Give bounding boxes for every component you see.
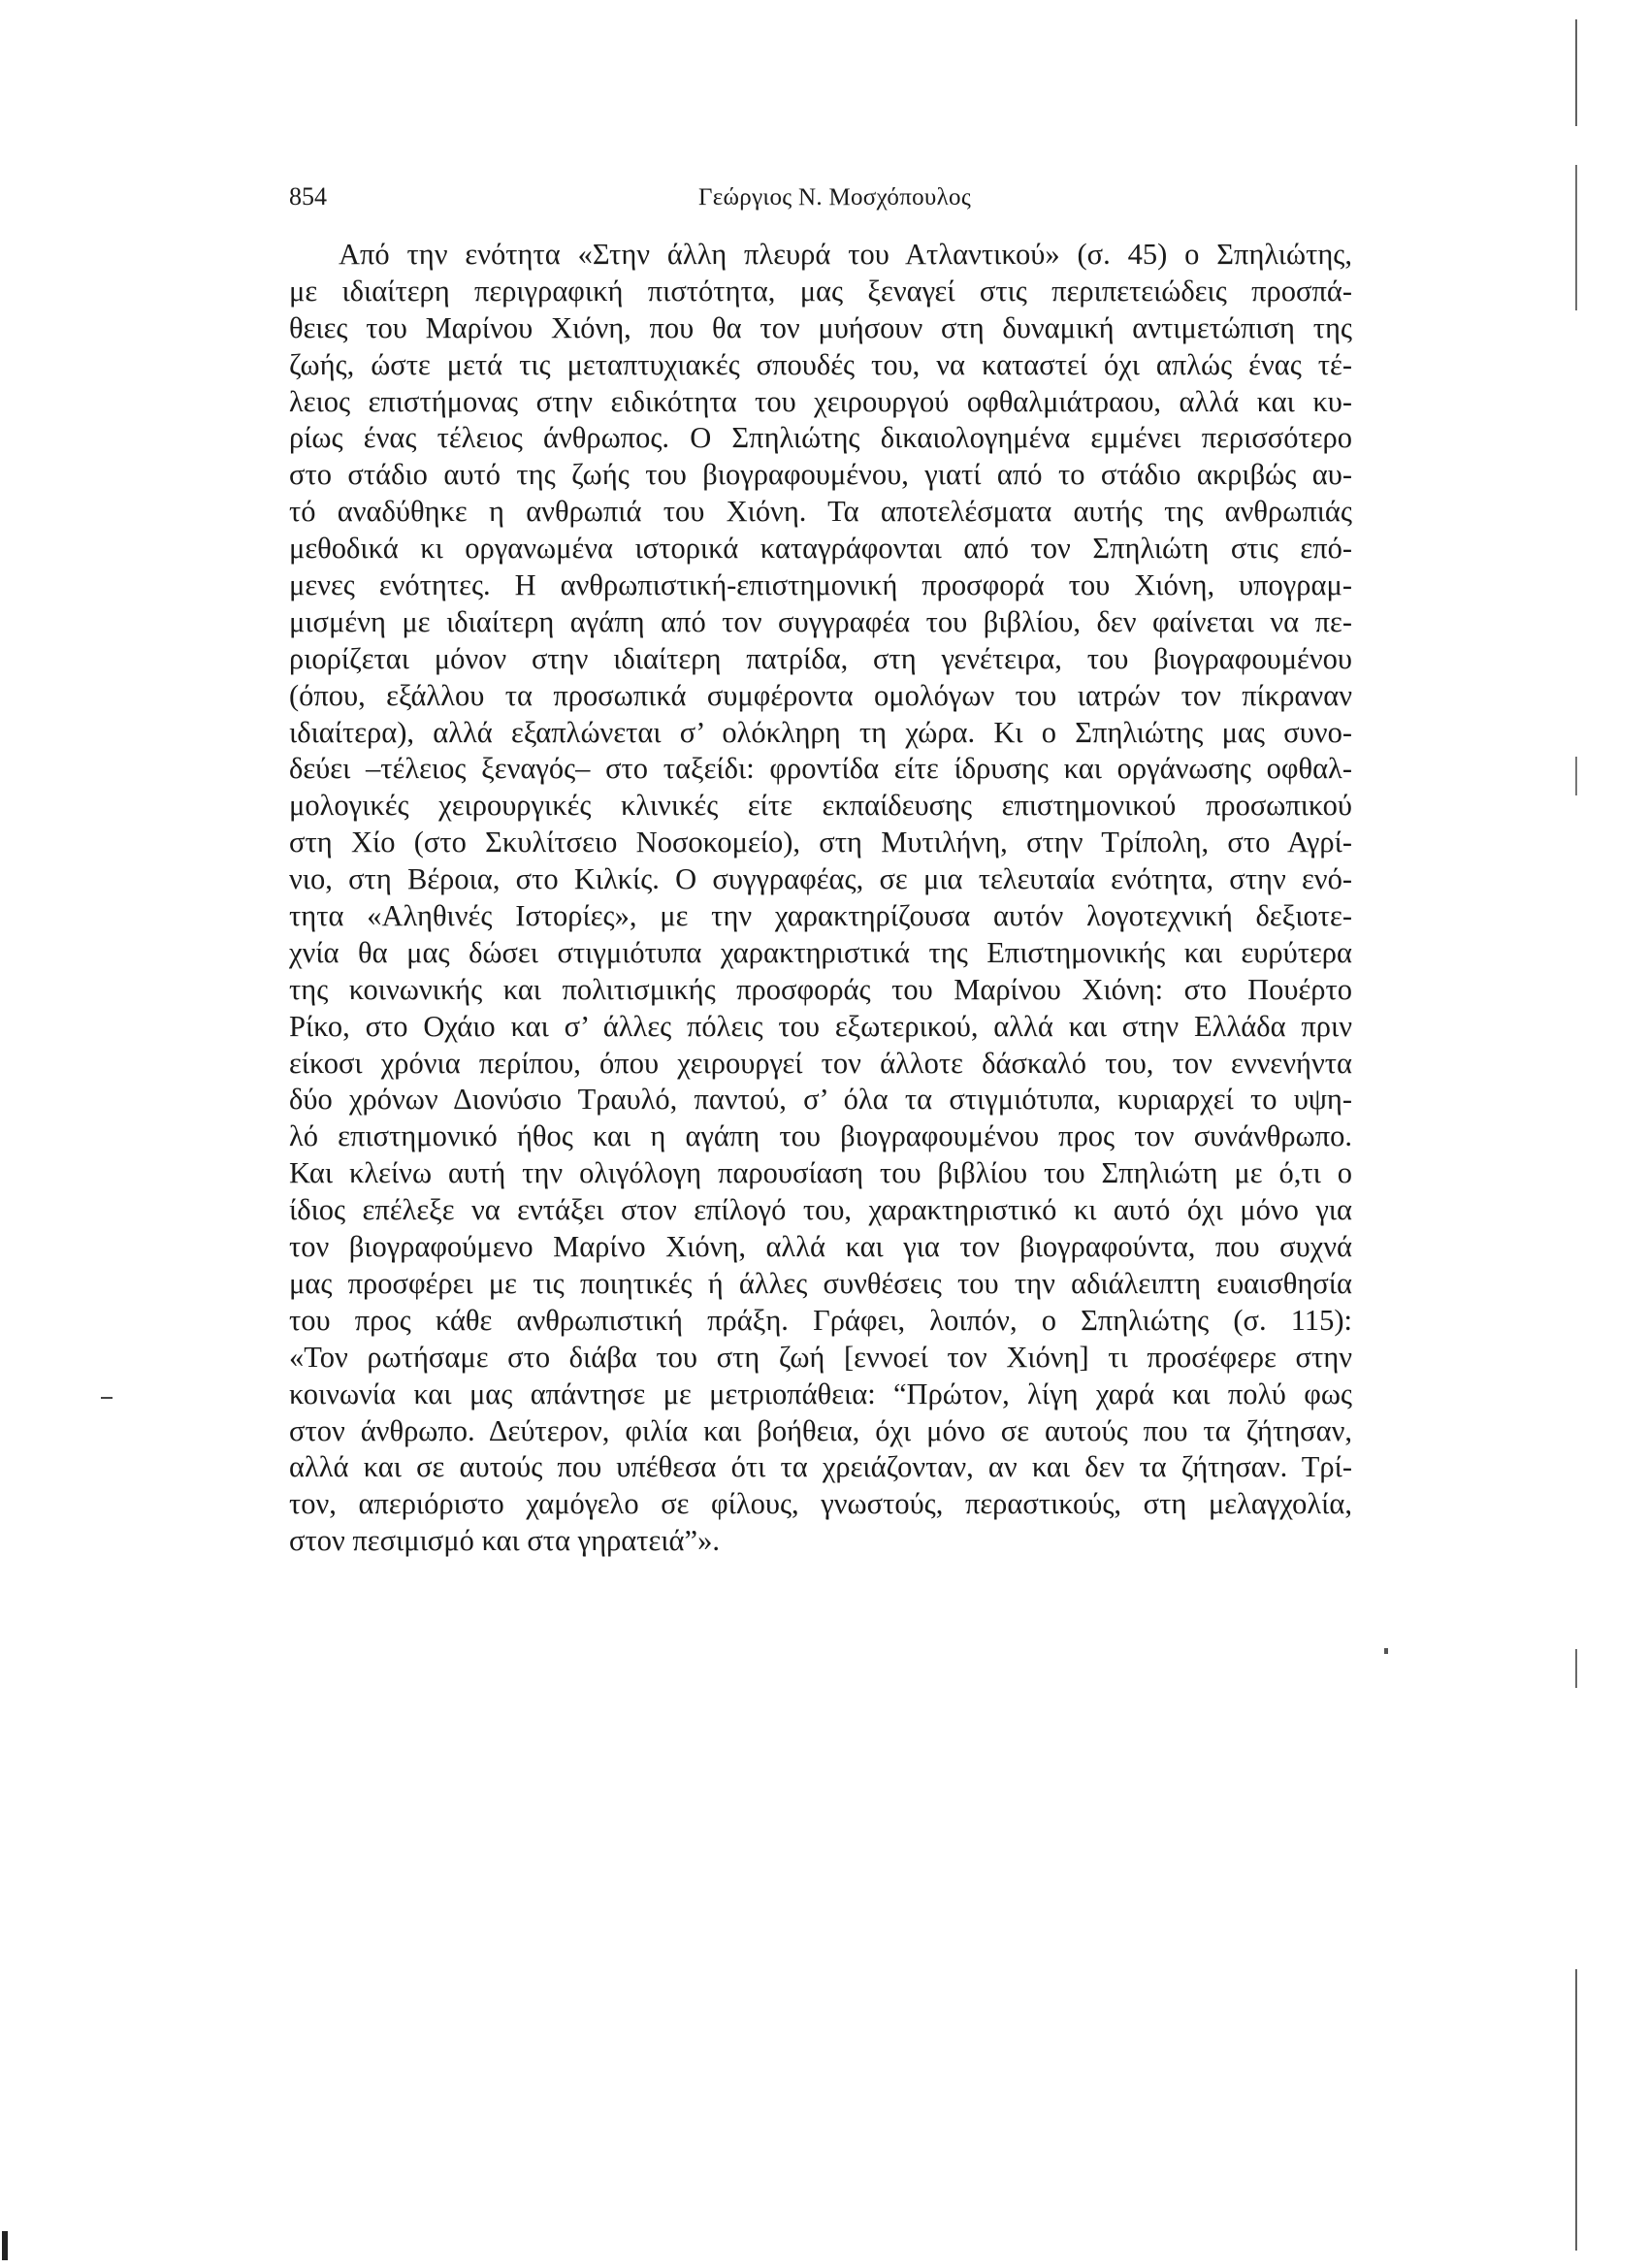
text-line: λό επιστημονικό ήθος και η αγάπη του βιογραφουμένου προς τον συνάνθρωπο.: [289, 1119, 1352, 1153]
text-line: Και κλείνω αυτή την ολιγόλογη παρουσίαση του βιβλίου του Σπηλιώτη με ό,τι ο: [289, 1156, 1352, 1190]
text-line: κοινωνία και μας απάντησε με μετριοπάθεια: “Πρώτον, λίγη χαρά και πολύ φως: [289, 1377, 1352, 1410]
text-line: νιο, στη Βέροια, στο Κιλκίς. Ο συγγραφέας, σε μια τελευταία ενότητα, στην ενό-: [289, 862, 1352, 896]
text-line: μολογικές χειρουργικές κλινικές είτε εκπαίδευσης επιστημονικού προσωπικού: [289, 789, 1352, 823]
text-line: τητα «Αληθινές Ιστορίες», με την χαρακτηρίζουσα αυτόν λογοτεχνική δεξιοτε-: [289, 899, 1352, 933]
text-line: αλλά και σε αυτούς που υπέθεσα ότι τα χρειάζονταν, αν και δεν τα ζήτησαν. Τρί-: [289, 1450, 1352, 1484]
text-line: στη Χίο (στο Σκυλίτσειο Νοσοκομείο), στη Μυτιλήνη, στην Τρίπολη, στο Αγρί-: [289, 826, 1352, 859]
text-line: «Τον ρωτήσαμε στο διάβα του στη ζωή [εννοεί τον Χιόνη] τι προσέφερε στην: [289, 1340, 1352, 1374]
text-line: τον βιογραφούμενο Μαρίνο Χιόνη, αλλά και για τον βιογραφούντα, που συχνά: [289, 1230, 1352, 1264]
scan-dot-mark: [1384, 1648, 1388, 1654]
text-line: δεύει –τέλειος ξεναγός– στο ταξείδι: φροντίδα είτε ίδρυσης και οργάνωσης οφθαλ-: [289, 752, 1352, 786]
text-line: Ρίκο, στο Οχάιο και σ’ άλλες πόλεις του εξωτερικού, αλλά και στην Ελλάδα πριν: [289, 1009, 1352, 1043]
text-line: ίδιος επέλεξε να εντάξει στον επίλογό του, χαρακτηριστικό κι αυτό όχι μόνο για: [289, 1193, 1352, 1227]
text-line: είκοσι χρόνια περίπου, όπου χειρουργεί τον άλλοτε δάσκαλό του, τον εννενήντα: [289, 1046, 1352, 1080]
text-line: στον πεσιμισμό και στα γηρατειά”».: [289, 1524, 720, 1558]
text-line: μισμένη με ιδιαίτερη αγάπη από τον συγγραφέα του βιβλίου, δεν φαίνεται να πε-: [289, 604, 1352, 638]
body-paragraph: [289, 237, 1352, 1560]
scan-mark: [2, 2231, 8, 2260]
scan-edge-line: [1575, 19, 1577, 2251]
text-line: με ιδιαίτερη περιγραφική πιστότητα, μας ξεναγεί στις περιπετειώδεις προσπά-: [289, 274, 1352, 308]
text-line: θειες του Μαρίνου Χιόνη, που θα τον μυήσουν στη δυναμική αντιμετώπιση της: [289, 310, 1352, 344]
text-line: Από την ενότητα «Στην άλλη πλευρά του Ατλαντικού» (σ. 45) ο Σπηλιώτης,: [339, 238, 1352, 271]
running-head: Γεώργιος Ν. Μοσχόπουλος: [698, 184, 972, 211]
text-line: τον, απεριόριστο χαμόγελο σε φίλους, γνωστούς, περαστικούς, στη μελαγχολία,: [289, 1487, 1352, 1521]
text-line: μενες ενότητες. Η ανθρωπιστική-επιστημονική προσφορά του Χιόνη, υπογραμ-: [289, 568, 1352, 602]
text-line: δύο χρόνων Διονύσιο Τραυλό, παντού, σ’ όλα τα στιγμιότυπα, κυριαρχεί το υψη-: [289, 1083, 1352, 1117]
text-line: μεθοδικά κι οργανωμένα ιστορικά καταγράφονται από τον Σπηλιώτη στις επό-: [289, 532, 1352, 566]
text-line: τό αναδύθηκε η ανθρωπιά του Χιόνη. Τα αποτελέσματα αυτής της ανθρωπιάς: [289, 495, 1352, 529]
text-line: λειος επιστήμονας στην ειδικότητα του χειρουργού οφθαλμιάτραου, αλλά και κυ-: [289, 384, 1352, 418]
text-line: (όπου, εξάλλου τα προσωπικά συμφέροντα ομολόγων του ιατρών τον πίκραναν: [289, 678, 1352, 712]
text-line: του προς κάθε ανθρωπιστική πράξη. Γράφει, λοιπόν, ο Σπηλιώτης (σ. 115):: [289, 1303, 1352, 1337]
text-line: χνία θα μας δώσει στιγμιότυπα χαρακτηριστικά της Επιστημονικής και ευρύτερα: [289, 935, 1352, 969]
text-line: στο στάδιο αυτό της ζωής του βιογραφουμένου, γιατί από το στάδιο ακριβώς αυ-: [289, 458, 1352, 492]
text-line: στον άνθρωπο. Δεύτερον, φιλία και βοήθεια, όχι μόνο σε αυτούς που τα ζήτησαν,: [289, 1413, 1352, 1447]
page-number: 854: [289, 182, 327, 211]
scan-dash-mark: [101, 1397, 113, 1399]
text-line: ιδιαίτερα), αλλά εξαπλώνεται σ’ ολόκληρη τη χώρα. Κι ο Σπηλιώτης μας συνο-: [289, 715, 1352, 749]
text-line: μας προσφέρει με τις ποιητικές ή άλλες συνθέσεις του την αδιάλειπτη ευαισθησία: [289, 1266, 1352, 1300]
text-line: ρίως ένας τέλειος άνθρωπος. Ο Σπηλιώτης δικαιολογημένα εμμένει περισσότερο: [289, 421, 1352, 455]
text-line: της κοινωνικής και πολιτισμικής προσφοράς του Μαρίνου Χιόνη: στο Πουέρτο: [289, 972, 1352, 1006]
text-line: ζωής, ώστε μετά τις μεταπτυχιακές σπουδές του, να καταστεί όχι απλώς ένας τέ-: [289, 347, 1352, 381]
text-line: ριορίζεται μόνον στην ιδιαίτερη πατρίδα, στη γενέτειρα, του βιογραφουμένου: [289, 641, 1352, 675]
